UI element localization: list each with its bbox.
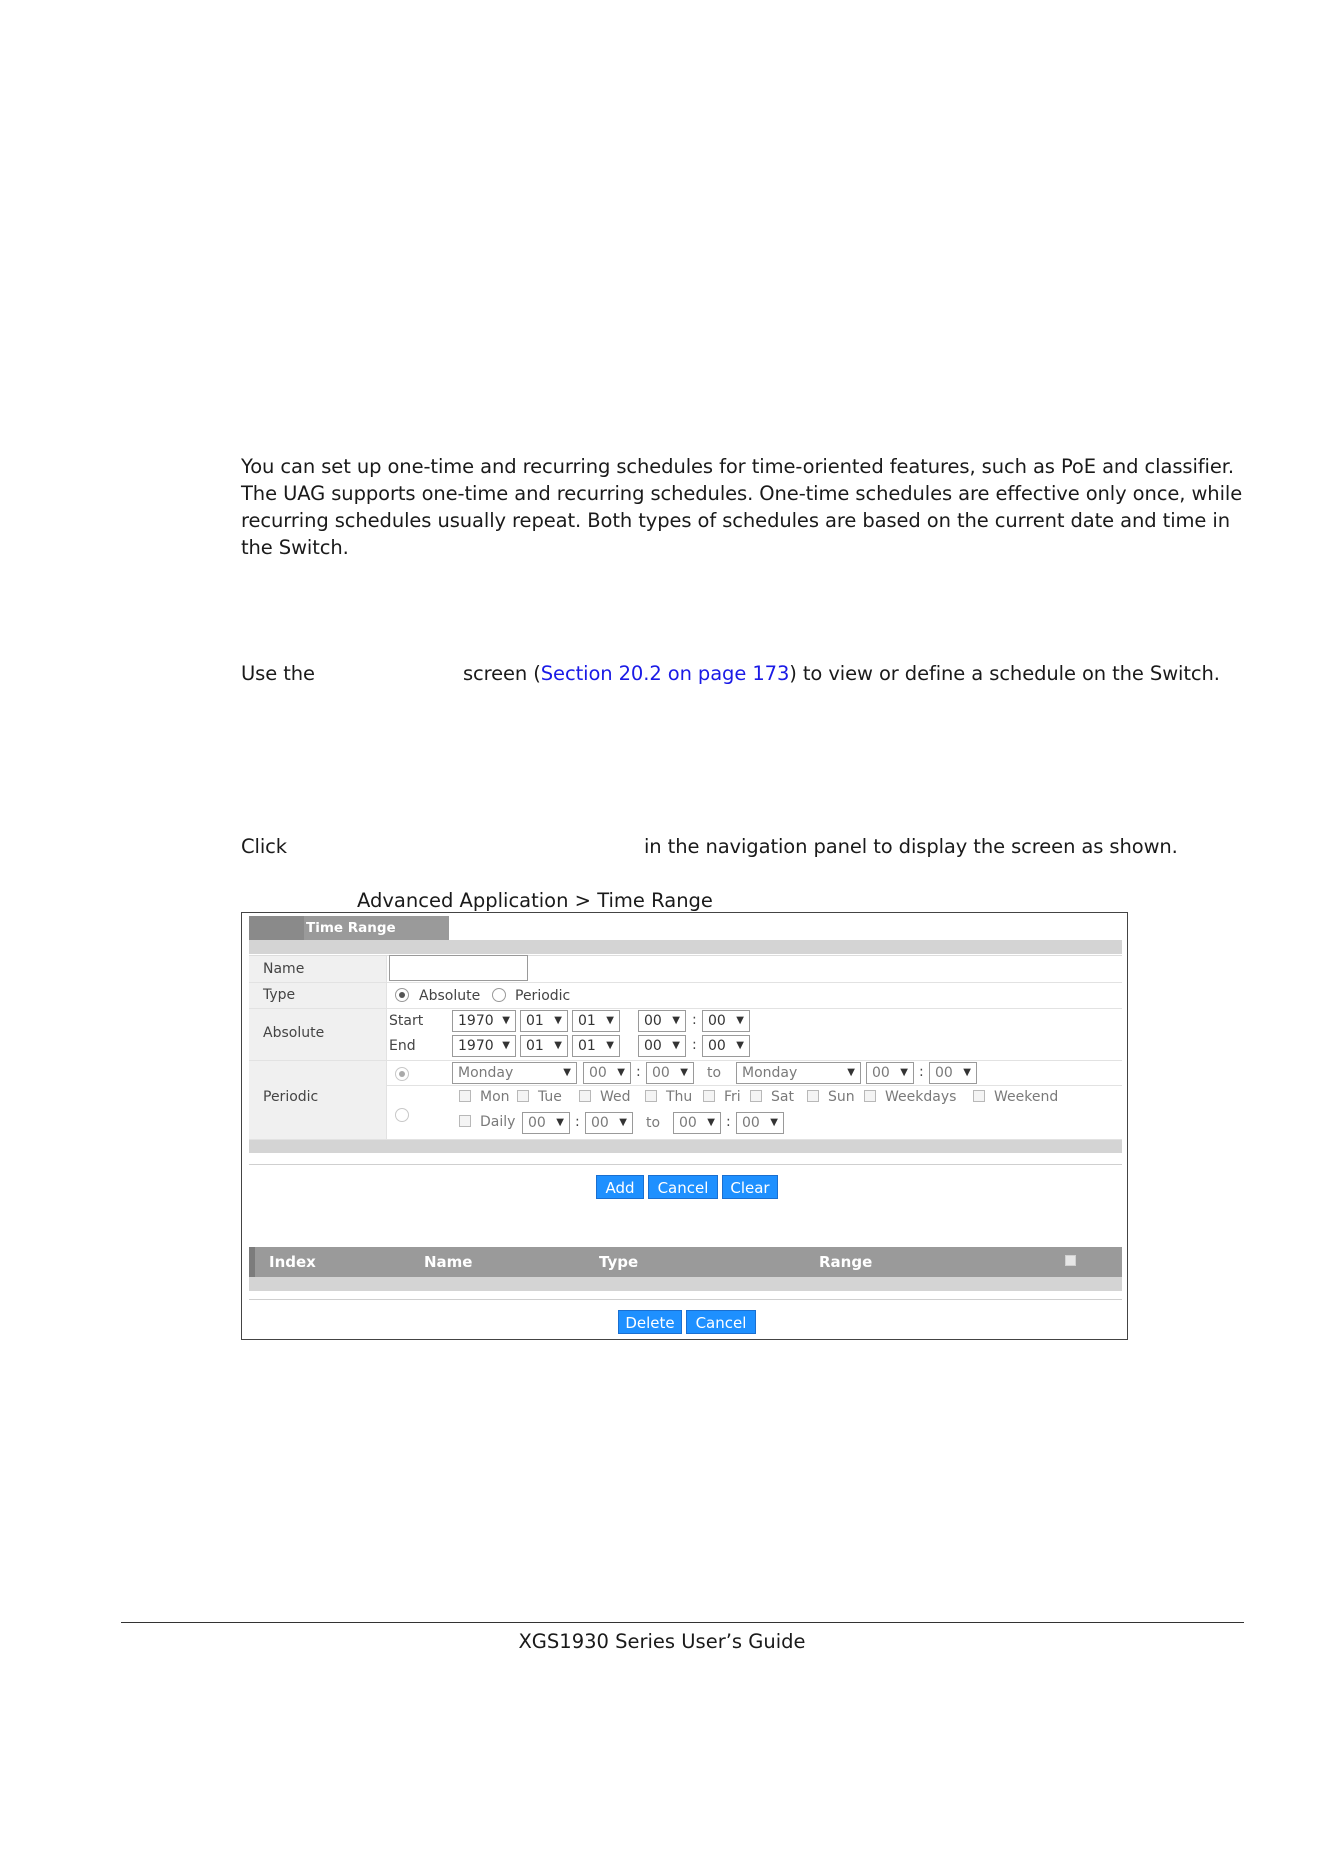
- row-name: [249, 956, 1122, 983]
- end-day-select[interactable]: 01 ▼: [572, 1035, 620, 1057]
- periodic-radio-label: Periodic: [515, 988, 571, 1004]
- weekdays-label: Weekdays: [885, 1089, 957, 1105]
- panel-tab: [249, 916, 449, 940]
- delete-button[interactable]: Delete: [618, 1310, 682, 1334]
- table-body-band: [249, 1277, 1122, 1291]
- mon-label: Mon: [480, 1089, 510, 1105]
- row-periodic: [249, 1061, 1122, 1140]
- weekly-to-hour-select[interactable]: 00 ▼: [866, 1062, 914, 1084]
- end-hour-select[interactable]: 00 ▼: [638, 1035, 686, 1057]
- time-range-panel: [241, 912, 1128, 1340]
- weekly-to-label: to: [707, 1065, 722, 1081]
- daily-to-label: to: [646, 1115, 661, 1131]
- daily-to-hour-select[interactable]: 00 ▼: [673, 1112, 721, 1134]
- dropdown-arrow-icon: ▼: [736, 1040, 744, 1051]
- dropdown-arrow-icon: ▼: [680, 1067, 688, 1078]
- weekly-to-min-select[interactable]: 00 ▼: [929, 1062, 977, 1084]
- thu-checkbox[interactable]: [645, 1090, 657, 1102]
- footer-title: XGS1930 Series User’s Guide: [518, 1630, 806, 1653]
- periodic-radio[interactable]: [492, 988, 506, 1002]
- schedule-table-header: [249, 1247, 1122, 1277]
- end-minute-select[interactable]: 00 ▼: [702, 1035, 750, 1057]
- fri-label: Fri: [724, 1089, 741, 1105]
- weekend-checkbox[interactable]: [973, 1090, 985, 1102]
- dropdown-arrow-icon: ▼: [619, 1117, 627, 1128]
- dropdown-arrow-icon: ▼: [736, 1015, 744, 1026]
- daily-label: Daily: [480, 1114, 516, 1130]
- start-hour-select[interactable]: 00 ▼: [638, 1010, 686, 1032]
- col-range: Range: [819, 1253, 873, 1271]
- dropdown-arrow-icon: ▼: [963, 1067, 971, 1078]
- add-button[interactable]: Add: [596, 1175, 644, 1199]
- section-link[interactable]: Section 20.2 on page 173: [540, 662, 790, 685]
- panel-title: Time Range: [306, 920, 396, 936]
- name-label: Name: [263, 961, 305, 977]
- dropdown-arrow-icon: ▼: [502, 1040, 510, 1051]
- start-label: Start: [389, 1013, 424, 1029]
- form-footer-band: [249, 1140, 1122, 1153]
- wed-checkbox[interactable]: [579, 1090, 591, 1102]
- dropdown-arrow-icon: ▼: [672, 1015, 680, 1026]
- tue-checkbox[interactable]: [517, 1090, 529, 1102]
- row-absolute: [249, 1009, 1122, 1061]
- clear-button[interactable]: Clear: [722, 1175, 778, 1199]
- dropdown-arrow-icon: ▼: [556, 1117, 564, 1128]
- weekly-from-min-select[interactable]: 00 ▼: [646, 1062, 694, 1084]
- weekly-from-hour-select[interactable]: 00 ▼: [583, 1062, 631, 1084]
- daily-from-min-select[interactable]: 00 ▼: [585, 1112, 633, 1134]
- col-name: Name: [424, 1253, 473, 1271]
- start-month-select[interactable]: 01 ▼: [520, 1010, 568, 1032]
- mon-checkbox[interactable]: [459, 1090, 471, 1102]
- click-sentence: [241, 833, 1251, 860]
- absolute-radio-label: Absolute: [419, 988, 481, 1004]
- dropdown-arrow-icon: ▼: [900, 1067, 908, 1078]
- col-index: Index: [269, 1253, 316, 1271]
- dropdown-arrow-icon: ▼: [554, 1040, 562, 1051]
- daily-days-radio[interactable]: [395, 1108, 409, 1122]
- dropdown-arrow-icon: ▼: [502, 1015, 510, 1026]
- weekly-to-day-select[interactable]: Monday ▼: [736, 1062, 861, 1084]
- start-year-select[interactable]: 1970 ▼: [452, 1010, 516, 1032]
- dropdown-arrow-icon: ▼: [617, 1067, 625, 1078]
- intro-paragraph: You can set up one-time and recurring schedules for time-oriented features, such as PoE and classifier. The UAG supports one-time and recurring schedules. One-time schedules are effective only once, while recurring schedules usually repeat. Both types of schedules are based on the current date and time in the Switch.: [241, 455, 1243, 559]
- sat-label: Sat: [771, 1089, 794, 1105]
- end-year-select[interactable]: 1970 ▼: [452, 1035, 516, 1057]
- use-prefix: Use the: [241, 662, 315, 685]
- col-type: Type: [599, 1253, 639, 1271]
- absolute-label: Absolute: [263, 1025, 325, 1041]
- use-screen: screen (: [462, 662, 541, 685]
- daily-to-colon: :: [726, 1114, 731, 1130]
- sun-label: Sun: [828, 1089, 855, 1105]
- dropdown-arrow-icon: ▼: [554, 1015, 562, 1026]
- thu-label: Thu: [666, 1089, 693, 1105]
- periodic-label: Periodic: [263, 1089, 319, 1105]
- use-suffix: ) to view or define a schedule on the Switch.: [789, 662, 1220, 685]
- start-colon: :: [692, 1012, 697, 1028]
- daily-to-min-select[interactable]: 00 ▼: [736, 1112, 784, 1134]
- dropdown-arrow-icon: ▼: [606, 1015, 614, 1026]
- daily-checkbox[interactable]: [459, 1115, 471, 1127]
- tue-label: Tue: [538, 1089, 562, 1105]
- sun-checkbox[interactable]: [807, 1090, 819, 1102]
- wed-label: Wed: [600, 1089, 631, 1105]
- name-input[interactable]: [389, 955, 528, 981]
- start-minute-select[interactable]: 00 ▼: [702, 1010, 750, 1032]
- dropdown-arrow-icon: ▼: [847, 1067, 855, 1078]
- weekly-to-colon: :: [919, 1064, 924, 1080]
- sat-checkbox[interactable]: [750, 1090, 762, 1102]
- select-all-checkbox[interactable]: [1065, 1255, 1076, 1266]
- footer-rule: [121, 1622, 1244, 1623]
- click-suffix: in the navigation panel to display the screen as shown.: [643, 835, 1178, 858]
- weekdays-checkbox[interactable]: [864, 1090, 876, 1102]
- figure-caption: Advanced Application > Time Range: [357, 889, 713, 912]
- daily-colon: :: [575, 1114, 580, 1130]
- cancel-delete-button[interactable]: Cancel: [686, 1310, 756, 1334]
- fri-checkbox[interactable]: [703, 1090, 715, 1102]
- dropdown-arrow-icon: ▼: [770, 1117, 778, 1128]
- end-label: End: [389, 1038, 416, 1054]
- time-range-form: [249, 955, 1122, 1131]
- dropdown-arrow-icon: ▼: [707, 1117, 715, 1128]
- weekly-from-day-select[interactable]: Monday ▼: [452, 1062, 577, 1084]
- daily-from-hour-select[interactable]: 00 ▼: [522, 1112, 570, 1134]
- dropdown-arrow-icon: ▼: [563, 1067, 571, 1078]
- dropdown-arrow-icon: ▼: [672, 1040, 680, 1051]
- click-prefix: Click: [241, 835, 287, 858]
- start-day-select[interactable]: 01 ▼: [572, 1010, 620, 1032]
- use-sentence: [241, 660, 1251, 687]
- end-colon: :: [692, 1037, 697, 1053]
- weekly-colon: :: [636, 1064, 641, 1080]
- dropdown-arrow-icon: ▼: [606, 1040, 614, 1051]
- type-label: Type: [263, 987, 296, 1003]
- weekend-label: Weekend: [994, 1089, 1059, 1105]
- row-type: [249, 983, 1122, 1009]
- header-band: [249, 940, 1122, 954]
- absolute-radio[interactable]: [395, 988, 409, 1002]
- end-month-select[interactable]: 01 ▼: [520, 1035, 568, 1057]
- weekly-radio[interactable]: [395, 1067, 409, 1081]
- cancel-button[interactable]: Cancel: [648, 1175, 718, 1199]
